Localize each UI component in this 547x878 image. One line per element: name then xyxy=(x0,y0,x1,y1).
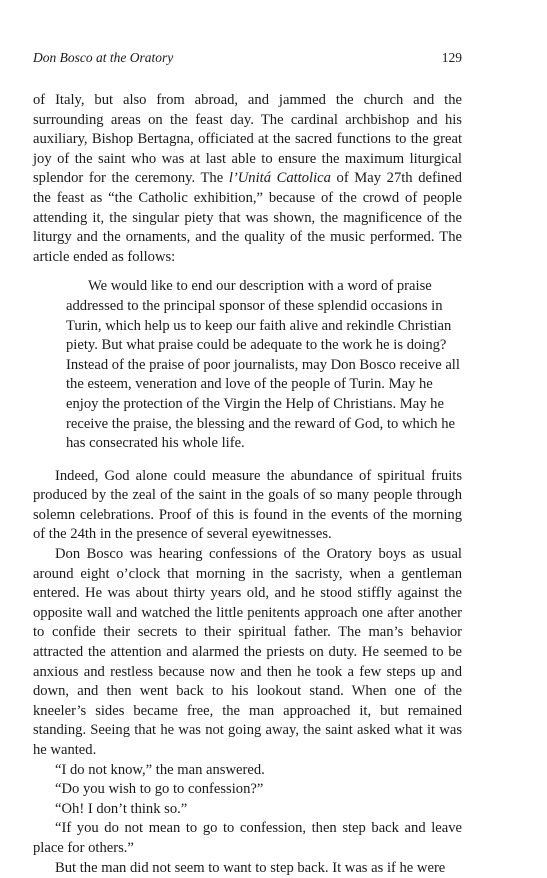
page-header xyxy=(33,50,462,66)
body-text xyxy=(33,91,462,878)
dialogue-line: “If you do not mean to go to confession, then step back and leave place for others.” xyxy=(33,820,462,856)
newspaper-title: l’Unitá Cattolica xyxy=(228,170,331,187)
dialogue-line: “Do you wish to go to confession?” xyxy=(55,781,264,798)
dialogue-line: “Oh! I don’t think so.” xyxy=(55,800,188,817)
page-number: 129 xyxy=(441,50,462,65)
block-quote: We would like to end our description with a word of praise addressed to the principal sponsor of these splendid occasions in Turin, which help us to keep our faith alive and rekindle Christian piety. But what praise could be adequate to the work he is doing? Instead of the praise of poor journalists, may Don Bosco receive all the esteem, veneration and love of the people of Turin. May he enjoy the protection of the Virgin the Help of Christians. May he receive the praise, the blessing and the reward of God, to which he has consecrated his whole life. xyxy=(66,278,460,452)
running-title: Don Bosco at the Oratory xyxy=(33,50,174,65)
paragraph-text: of Italy, but also from abroad, and jammed the church and the surrounding areas on the feast day. The cardinal archbishop and his auxiliary, Bishop Bertagna, officiated at the sacred functions to the great joy of the saint who was at last able to ensure the maximum liturgical splendor for the ceremony. The xyxy=(33,92,462,187)
paragraph: But the man did not seem to want to step back. It was as if he were xyxy=(55,859,446,876)
paragraph: Indeed, God alone could measure the abundance of spiritual fruits produced by the zeal of the saint in the goals of so many people through solemn celebrations. Proof of this is found in the events of the morning of the 24th in the presence of several eyewitnesses. xyxy=(33,467,462,543)
paragraph-text: of May 27th defined the feast as “the Catholic exhibition,” because of the crowd of people attending it, the singular piety that was shown, the magnificence of the liturgy and the ornaments, and the quality of the music performed. The article ended as follows: xyxy=(33,170,462,265)
dialogue-line: “I do not know,” the man answered. xyxy=(55,761,265,778)
paragraph xyxy=(33,91,462,267)
paragraph: Don Bosco was hearing confessions of the Oratory boys as usual around eight o’clock that morning in the sacristy, when a gentleman entered. He was about thirty years old, and he stood stiffly against the opposite wall and watched the little penitents approach one after another to confide their secrets to their spiritual father. The man’s behavior attracted the attention and alarmed the priests on duty. He seemed to be anxious and restless because now and then he took a few steps up and down, and then went back to his lookout stand. When one of the kneeler’s sides became free, the man approached it, but remained standing. Seeing that he was not going away, the saint asked what it was he wanted. xyxy=(33,546,462,758)
